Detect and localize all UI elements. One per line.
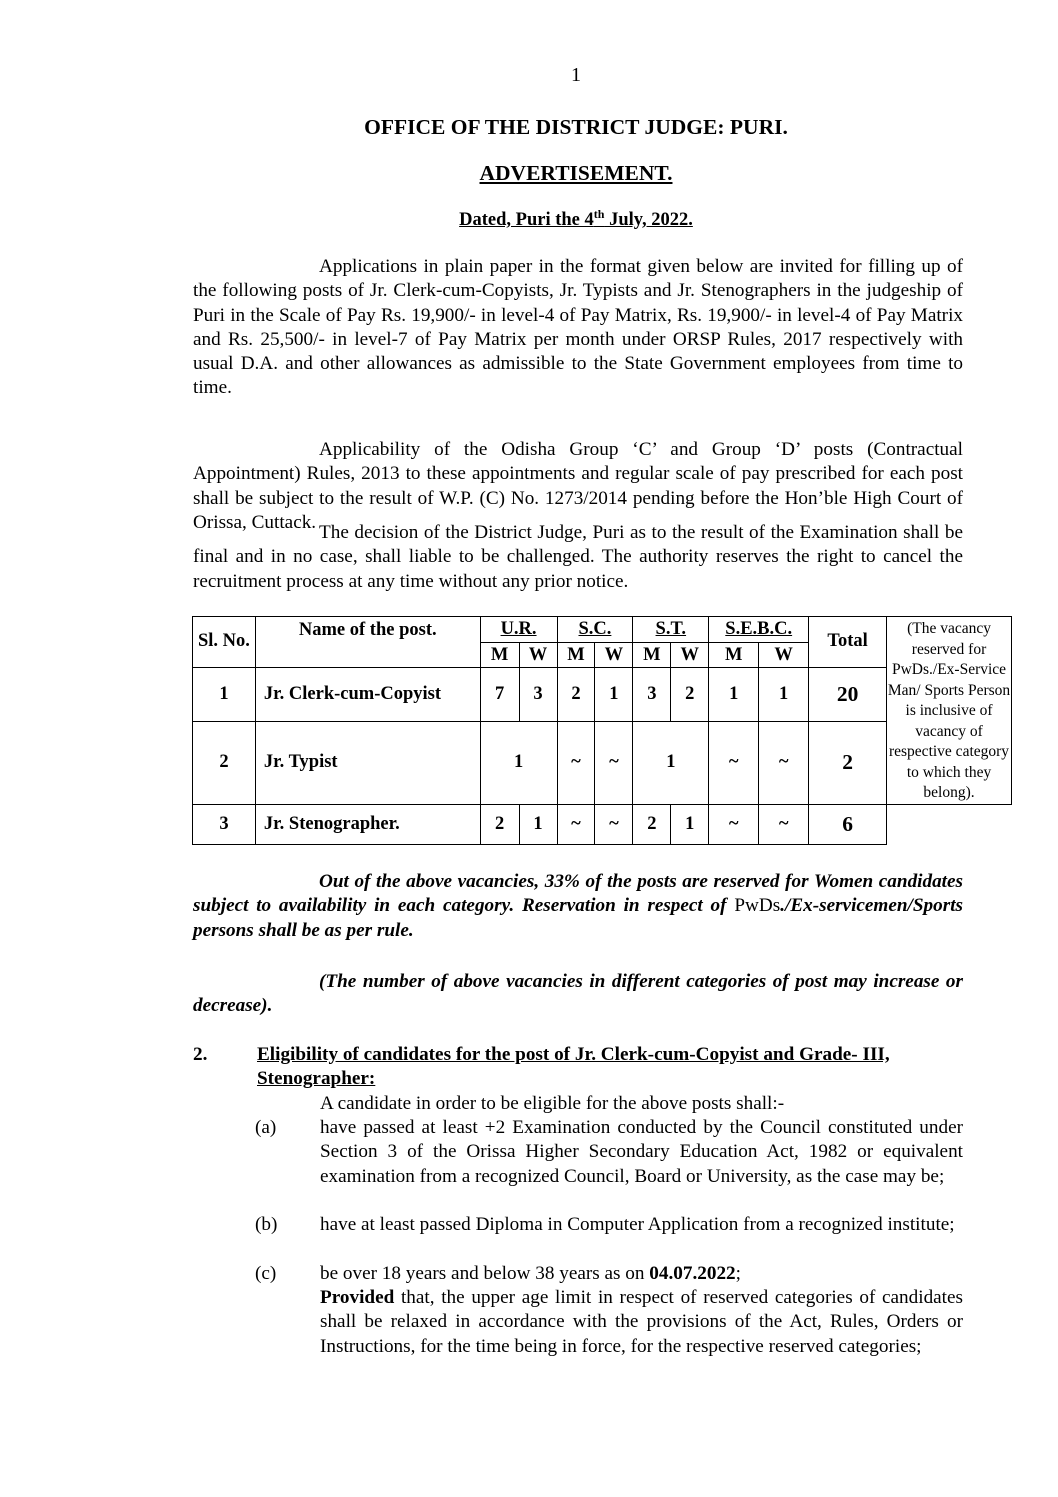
header-m: M — [709, 643, 759, 667]
header-w: W — [519, 643, 557, 667]
page-number: 1 — [571, 64, 581, 86]
header-w: W — [671, 643, 709, 667]
cell-post-name: Jr. Clerk-cum-Copyist — [255, 667, 480, 722]
cell-ur-m: 7 — [480, 667, 519, 722]
header-sebc: S.E.B.C. — [709, 617, 809, 643]
cell-ur-m: 2 — [480, 804, 519, 844]
item-label: (b) — [255, 1214, 278, 1235]
reservation-text-end: ./Ex-servicemen/Sports persons shall be as per rule. — [193, 895, 963, 941]
header-m: M — [557, 643, 595, 667]
cell-st-m: 3 — [633, 667, 671, 722]
date-line — [0, 207, 1058, 231]
header-w: W — [595, 643, 633, 667]
item-text-prefix: be over 18 years and below 38 years as on — [320, 1263, 650, 1284]
cell-post-name: Jr. Stenographer. — [255, 804, 480, 844]
header-sc: S.C. — [557, 617, 633, 643]
date-prefix: Dated, Puri the 4 — [459, 210, 594, 231]
cell-sl: 2 — [193, 722, 256, 804]
cell-sebc-w: ~ — [759, 722, 809, 804]
cell-post-name: Jr. Typist — [255, 722, 480, 804]
cell-ur-w: 1 — [519, 804, 557, 844]
cell-total: 20 — [809, 667, 887, 722]
header-m: M — [480, 643, 519, 667]
header-m: M — [633, 643, 671, 667]
vacancy-table — [192, 616, 1012, 845]
pwd-note: (The vacancy reserved for PwDs./Ex-Service Man/ Sports Person is inclusive of vacancy of respective category to which they belong). — [887, 617, 1012, 805]
date-superscript: th — [593, 207, 605, 221]
cell-ur: 1 — [480, 722, 557, 804]
proviso-bold: Provided — [320, 1287, 395, 1308]
cell-ur-w: 3 — [519, 667, 557, 722]
office-heading: OFFICE OF THE DISTRICT JUDGE: PURI. — [364, 115, 788, 139]
cell-sebc-m: ~ — [709, 722, 759, 804]
cell-sl: 3 — [193, 804, 256, 844]
cell-sebc-w: ~ — [759, 804, 809, 844]
cell-total: 6 — [809, 804, 887, 844]
item-label: (c) — [255, 1263, 277, 1284]
header-total: Total — [809, 617, 887, 668]
item-text-suffix: ; — [735, 1263, 741, 1284]
proviso-text: that, the upper age limit in respect of reserved categories of candidates shall be relaxed in accordance with the provisions of the Act, Rules, Orders or Instructions, for the time being in force, for the respective reserved categories; — [320, 1287, 963, 1357]
section-number: 2. — [193, 1044, 208, 1065]
header-st: S.T. — [633, 617, 709, 643]
proviso-paragraph — [320, 1286, 963, 1359]
paragraph-applicability: Applicability of the Odisha Group ‘C’ and Group ‘D’ posts (Contractual Appointment) Rules, 2013 to these appointments and regular scale of pay prescribed for each post shall be subject to the result of W.P. (C) No. 1273/2014 pending before the Hon’ble High Court of Orissa, Cuttack. — [193, 439, 963, 533]
cell-sc-w: ~ — [595, 804, 633, 844]
cutoff-date: 04.07.2022 — [649, 1263, 736, 1284]
cell-sl: 1 — [193, 667, 256, 722]
header-w: W — [759, 643, 809, 667]
pwds-text: PwDs — [734, 895, 781, 917]
header-sl-no: Sl. No. — [193, 617, 256, 668]
cell-sebc-m: ~ — [709, 804, 759, 844]
cell-sc-w: 1 — [595, 667, 633, 722]
header-post-name: Name of the post. — [255, 617, 480, 668]
cell-st-m: 2 — [633, 804, 671, 844]
cell-st: 1 — [633, 722, 709, 804]
cell-sc-m: ~ — [557, 722, 595, 804]
item-text: have passed at least +2 Examination conducted by the Council constituted under Section 3 of the Orissa Higher Secondary Education Act, 1982 or equivalent examination from a recognized Council, Board or University, as the case may be; — [320, 1117, 963, 1187]
paragraph-decision: The decision of the District Judge, Puri as to the result of the Examination shall be final and in no case, shall liable to be challenged. The authority reserves the right to cancel the recruitment process at any time without any prior notice. — [193, 522, 963, 592]
item-label: (a) — [255, 1117, 277, 1138]
cell-sebc-m: 1 — [709, 667, 759, 722]
cell-sc-m: 2 — [557, 667, 595, 722]
eligibility-intro: A candidate in order to be eligible for the above posts shall:- — [320, 1093, 785, 1114]
cell-sc-m: ~ — [557, 804, 595, 844]
header-ur: U.R. — [480, 617, 557, 643]
paragraph-applications: Applications in plain paper in the format given below are invited for filling up of the following posts of Jr. Clerk-cum-Copyists, Jr. Typists and Jr. Stenographers in the judgeship of Puri in the Scale of Pay Rs. 19,900/- in level-4 of Pay Matrix, Rs. 19,900/- in level-4 of Pay Matrix and Rs. 25,500/- in level-7 of Pay Matrix per month under ORSP Rules, 2017 respectively with usual D.A. and other allowances as admissible to the State Government employees from time to time. — [193, 256, 963, 399]
cell-total: 2 — [809, 722, 887, 804]
item-text: have at least passed Diploma in Computer Application from a recognized institute; — [320, 1214, 955, 1235]
date-suffix: July, 2022. — [604, 210, 693, 231]
reservation-text: Out of the above vacancies, 33% of the posts are reserved for Women candidates subject to availability in each category. Reservation in respect of — [193, 871, 963, 917]
cell-st-w: 2 — [671, 667, 709, 722]
table-row — [193, 804, 1012, 844]
item-text — [320, 1262, 963, 1286]
section-title: Eligibility of candidates for the post of Jr. Clerk-cum-Copyist and Grade- III, Stenographer: — [257, 1044, 890, 1090]
cell-sebc-w: 1 — [759, 667, 809, 722]
reservation-paragraph — [193, 870, 963, 943]
cell-sc-w: ~ — [595, 722, 633, 804]
advertisement-title: ADVERTISEMENT. — [479, 161, 673, 185]
vacancy-change-note: (The number of above vacancies in different categories of post may increase or decrease). — [193, 971, 963, 1017]
cell-st-w: 1 — [671, 804, 709, 844]
